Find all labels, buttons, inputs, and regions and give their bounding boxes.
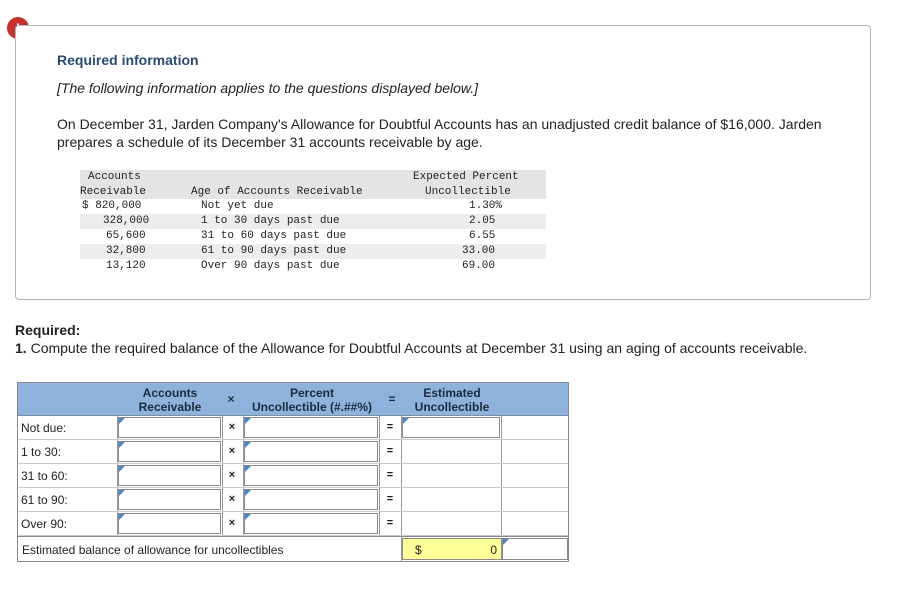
required-heading: Required: — [15, 322, 81, 338]
accounts-receivable-input[interactable] — [118, 489, 221, 510]
times-sign: × — [228, 493, 236, 505]
row-label: 31 to 60: — [21, 469, 68, 483]
header-age: Age of Accounts Receivable — [191, 186, 363, 198]
schedule-row — [80, 214, 546, 229]
row-percent: 2.05 — [469, 215, 496, 227]
header-receivable: Receivable — [80, 186, 147, 198]
row-percent: 6.55 — [469, 230, 496, 242]
schedule-row — [80, 259, 546, 274]
schedule-row — [80, 199, 546, 214]
equals-sign: = — [386, 445, 394, 457]
answer-table-header — [17, 382, 569, 416]
header-estimated-line2: Uncollectible — [414, 400, 490, 414]
row-amount: $ 820,000 — [82, 200, 142, 212]
accounts-receivable-input[interactable] — [118, 513, 221, 534]
times-sign: × — [228, 517, 236, 529]
estimated-uncollectible-input[interactable] — [402, 417, 500, 438]
row-label: Over 90: — [21, 517, 68, 531]
info-paragraph: On December 31, Jarden Company's Allowance for Doubtful Accounts has an unadjusted credit balance of $16,000. Jarden prepares a schedule of its December 31 accounts receivable by age. — [57, 116, 822, 150]
info-subtitle: [The following information applies to the questions displayed below.] — [57, 80, 479, 96]
accounts-receivable-input[interactable] — [118, 441, 221, 462]
header-accounts-line1: Accounts — [142, 386, 198, 400]
percent-uncollectible-input[interactable] — [244, 513, 378, 534]
header-equals-sign: = — [388, 392, 396, 406]
percent-uncollectible-input[interactable] — [244, 441, 378, 462]
row-age: 31 to 60 days past due — [201, 230, 347, 242]
row-age: 1 to 30 days past due — [201, 215, 340, 227]
answer-row-over-90 — [17, 512, 569, 536]
percent-uncollectible-input[interactable] — [244, 465, 378, 486]
equals-sign: = — [386, 493, 394, 505]
row-percent: 33.00 — [462, 245, 496, 257]
row-age: Not yet due — [201, 200, 274, 212]
row-label: Not due: — [21, 421, 67, 435]
percent-uncollectible-input[interactable] — [244, 489, 378, 510]
header-uncollectible: Uncollectible — [425, 186, 511, 198]
row-amount: 328,000 — [103, 215, 150, 227]
header-times-sign: × — [227, 392, 235, 406]
header-expected-percent: Expected Percent — [413, 171, 519, 183]
row-label: 1 to 30: — [21, 445, 62, 459]
answer-row-61-to-90 — [17, 488, 569, 512]
row-amount: 65,600 — [106, 230, 146, 242]
estimated-balance-total — [402, 538, 502, 560]
schedule-row — [80, 244, 546, 259]
header-estimated-line1: Estimated — [423, 386, 481, 400]
total-extra-input[interactable] — [502, 538, 568, 560]
row-label: 61 to 90: — [21, 493, 68, 507]
question-number: 1. — [15, 340, 27, 356]
answer-row-31-to-60 — [17, 464, 569, 488]
header-percent-line2: Uncollectible (#.##%) — [251, 400, 373, 414]
answer-row-not-due — [17, 416, 569, 440]
schedule-row — [80, 229, 546, 244]
header-accounts-line2: Receivable — [138, 400, 202, 414]
header-percent-uncollectible — [244, 386, 380, 414]
aging-schedule — [80, 170, 546, 274]
answer-row-1-to-30 — [17, 440, 569, 464]
row-amount: 32,800 — [106, 245, 146, 257]
total-label: Estimated balance of allowance for uncollectibles — [22, 543, 284, 557]
header-accounts: Accounts — [88, 171, 141, 183]
header-estimated-uncollectible — [402, 386, 502, 414]
currency-symbol: $ — [415, 543, 422, 557]
schedule-header — [80, 170, 546, 199]
info-title: Required information — [57, 52, 199, 68]
times-sign: × — [228, 469, 236, 481]
equals-sign: = — [386, 469, 394, 481]
row-percent: 69.00 — [462, 260, 496, 272]
required-information-panel — [15, 25, 871, 300]
header-percent-line1: Percent — [289, 386, 335, 400]
equals-sign: = — [386, 517, 394, 529]
header-accounts-receivable — [118, 386, 222, 414]
times-sign: × — [228, 445, 236, 457]
row-age: Over 90 days past due — [201, 260, 340, 272]
row-age: 61 to 90 days past due — [201, 245, 347, 257]
row-percent: 1.30% — [469, 200, 503, 212]
accounts-receivable-input[interactable] — [118, 465, 221, 486]
equals-sign: = — [386, 421, 394, 433]
total-row — [17, 536, 569, 562]
times-sign: × — [228, 421, 236, 433]
row-amount: 13,120 — [106, 260, 146, 272]
percent-uncollectible-input[interactable] — [244, 417, 378, 438]
accounts-receivable-input[interactable] — [118, 417, 221, 438]
total-value: 0 — [490, 543, 497, 557]
question-text: Compute the required balance of the Allowance for Doubtful Accounts at December 31 using an aging of accounts receivable. — [30, 340, 808, 356]
required-question — [15, 340, 807, 356]
